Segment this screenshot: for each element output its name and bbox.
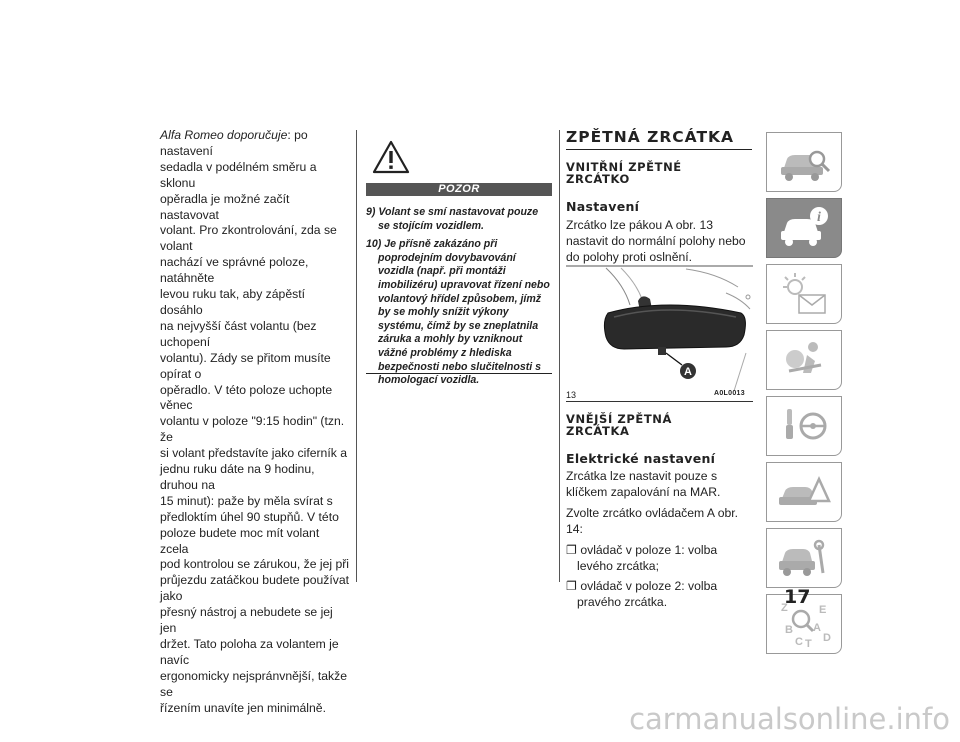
column-divider: [559, 130, 560, 582]
svg-text:A: A: [813, 622, 821, 634]
warning-item-number: 9): [366, 206, 376, 218]
warning-item-text: Je přísně zakázáno při poprodejním dovybavování vozidla (např. při montáži imobilizéru) upravovat řízení nebo volantový hřídel způsobem, jímž by se mohly snížit výkony systému, čímž by se zneplatnila záruka a mohly by vzniknout vážné problémy z hlediska bezpečnosti nebo slučitelnosti s homologací vozidla.: [378, 238, 550, 387]
section-title: [566, 414, 752, 437]
tab-safety[interactable]: [766, 198, 842, 258]
paragraph-line: pod kontrolou se zárukou, že jej při: [160, 557, 350, 572]
warning-light-envelope-icon: [775, 269, 833, 319]
paragraph-line: předloktím úhel 90 stupňů. V této: [160, 509, 339, 524]
intro-italic: Alfa Romeo doporučuje: [160, 128, 288, 142]
watermark: carmanualsonline.info: [629, 702, 950, 736]
paragraph-line: : po nastavení: [160, 128, 308, 158]
key-steering-wheel-icon: [775, 401, 833, 451]
paragraph-line: volant. Pro zkontrolování, zda se volant: [160, 223, 337, 254]
tab-in-emergency[interactable]: [766, 462, 842, 522]
warning-item: [366, 238, 552, 388]
svg-text:B: B: [785, 624, 793, 636]
tab-emergency[interactable]: [766, 330, 842, 390]
svg-text:E: E: [819, 604, 827, 616]
bullet-glyph: ❐: [566, 579, 577, 594]
section-title: [566, 162, 752, 185]
bullet-glyph: ❐: [566, 542, 577, 557]
warning-header: POZOR: [366, 183, 552, 196]
paragraph-line: průjezdu zatáčkou budete používat jako: [160, 573, 350, 604]
page-number: 17: [784, 586, 811, 608]
paragraph-line: řízením unavíte jen minimálně.: [160, 700, 326, 715]
car-magnifier-icon: [775, 137, 833, 187]
paragraph-line: volantu v poloze "9:15 hodin" (tzn. že: [160, 414, 345, 445]
left-column: [160, 128, 350, 717]
paragraph-line: přesný nástroj a nebudete se jej jen: [160, 605, 333, 636]
paragraph-line: sedadla v podélném směru a sklonu: [160, 159, 317, 190]
warning-item-text: Volant se smí nastavovat pouze se stojícím vozidlem.: [378, 206, 539, 232]
car-info-icon: [775, 203, 833, 253]
right-column: [566, 128, 752, 266]
paragraph-line: poloze budete moc mít volant zcela: [160, 525, 320, 556]
svg-text:i: i: [817, 210, 821, 225]
right-column-lower: [566, 414, 752, 611]
tab-car-knowledge[interactable]: [766, 132, 842, 192]
svg-text:C: C: [795, 636, 803, 648]
tab-maintenance[interactable]: [766, 528, 842, 588]
warning-item-number: 10): [366, 238, 382, 251]
section-body: Zrcátko lze pákou A obr. 13 nastavit do normální polohy nebo do polohy proti oslnění.: [566, 218, 746, 264]
intro-paragraph: [160, 128, 350, 717]
airbag-person-icon: [775, 335, 833, 385]
svg-text:T: T: [805, 638, 812, 649]
paragraph-line: nachází ve správné poloze, natáhněte: [160, 255, 309, 286]
figure-number: 13: [566, 390, 577, 400]
paragraph-line: opěradlo. V této poloze uchopte věnec: [160, 382, 333, 413]
paragraph-line: si volant představíte jako ciferník a: [160, 446, 347, 461]
tab-starting-driving[interactable]: [766, 396, 842, 456]
section-title-line: ZRCÁTKO: [566, 171, 630, 186]
chapter-tabs: [766, 132, 842, 660]
paragraph-line: levou ruku tak, aby zápěstí dosáhlo: [160, 287, 305, 317]
section-title-line: VNITŘNÍ ZPĚTNÉ: [566, 160, 682, 174]
paragraph-line: volantu). Zády se přitom musíte opírat o: [160, 350, 331, 381]
section-body: Zvolte zrcátko ovládačem A obr. 14:: [566, 505, 739, 536]
subsection-title: Elektrické nastavení: [566, 451, 716, 466]
bullet-text: ovládač v poloze 2: volba pravého zrcátka.: [577, 579, 718, 610]
bullet-text: ovládač v poloze 1: volba levého zrcátka;: [577, 542, 718, 573]
warning-box: [366, 183, 552, 387]
section-title-line: VNĚJŠÍ ZPĚTNÁ: [566, 412, 673, 426]
mirror-figure: [566, 263, 753, 391]
bullet-item: [566, 543, 752, 575]
paragraph-line: držet. Tato poloha za volantem je navíc: [160, 637, 339, 667]
subsection-title: Nastavení: [566, 199, 640, 214]
warning-list: [366, 206, 552, 388]
warning-item: [366, 206, 552, 233]
paragraph-line: na nejvyšší část volantu (bez uchopení: [160, 318, 317, 349]
paragraph-line: jednu ruku dáte na 9 hodinu, druhou na: [160, 462, 315, 492]
chapter-title: ZPĚTNÁ ZRCÁTKA: [566, 128, 752, 150]
figure-rule: [566, 401, 753, 402]
warning-triangle-icon: [372, 140, 410, 179]
car-triangle-icon: [775, 467, 833, 517]
paragraph-line: 15 minut): paže by měla svírat s: [160, 493, 333, 508]
section-title-line: ZRCÁTKA: [566, 423, 630, 438]
figure-label-a: A: [684, 366, 692, 378]
paragraph-line: ergonomicky nejspránvnější, takže se: [160, 668, 347, 699]
tab-warning-lights[interactable]: [766, 264, 842, 324]
svg-text:Z: Z: [781, 602, 788, 614]
section-body: Zrcátka lze nastavit pouze s klíčkem zapalování na MAR.: [566, 469, 721, 499]
column-divider: [356, 130, 357, 582]
figure-code: A0L0013: [714, 390, 745, 397]
car-wrench-icon: [775, 533, 833, 583]
paragraph-line: opěradla je možné začít nastavovat: [160, 191, 290, 222]
bullet-item: [566, 579, 752, 611]
svg-text:D: D: [823, 632, 831, 644]
